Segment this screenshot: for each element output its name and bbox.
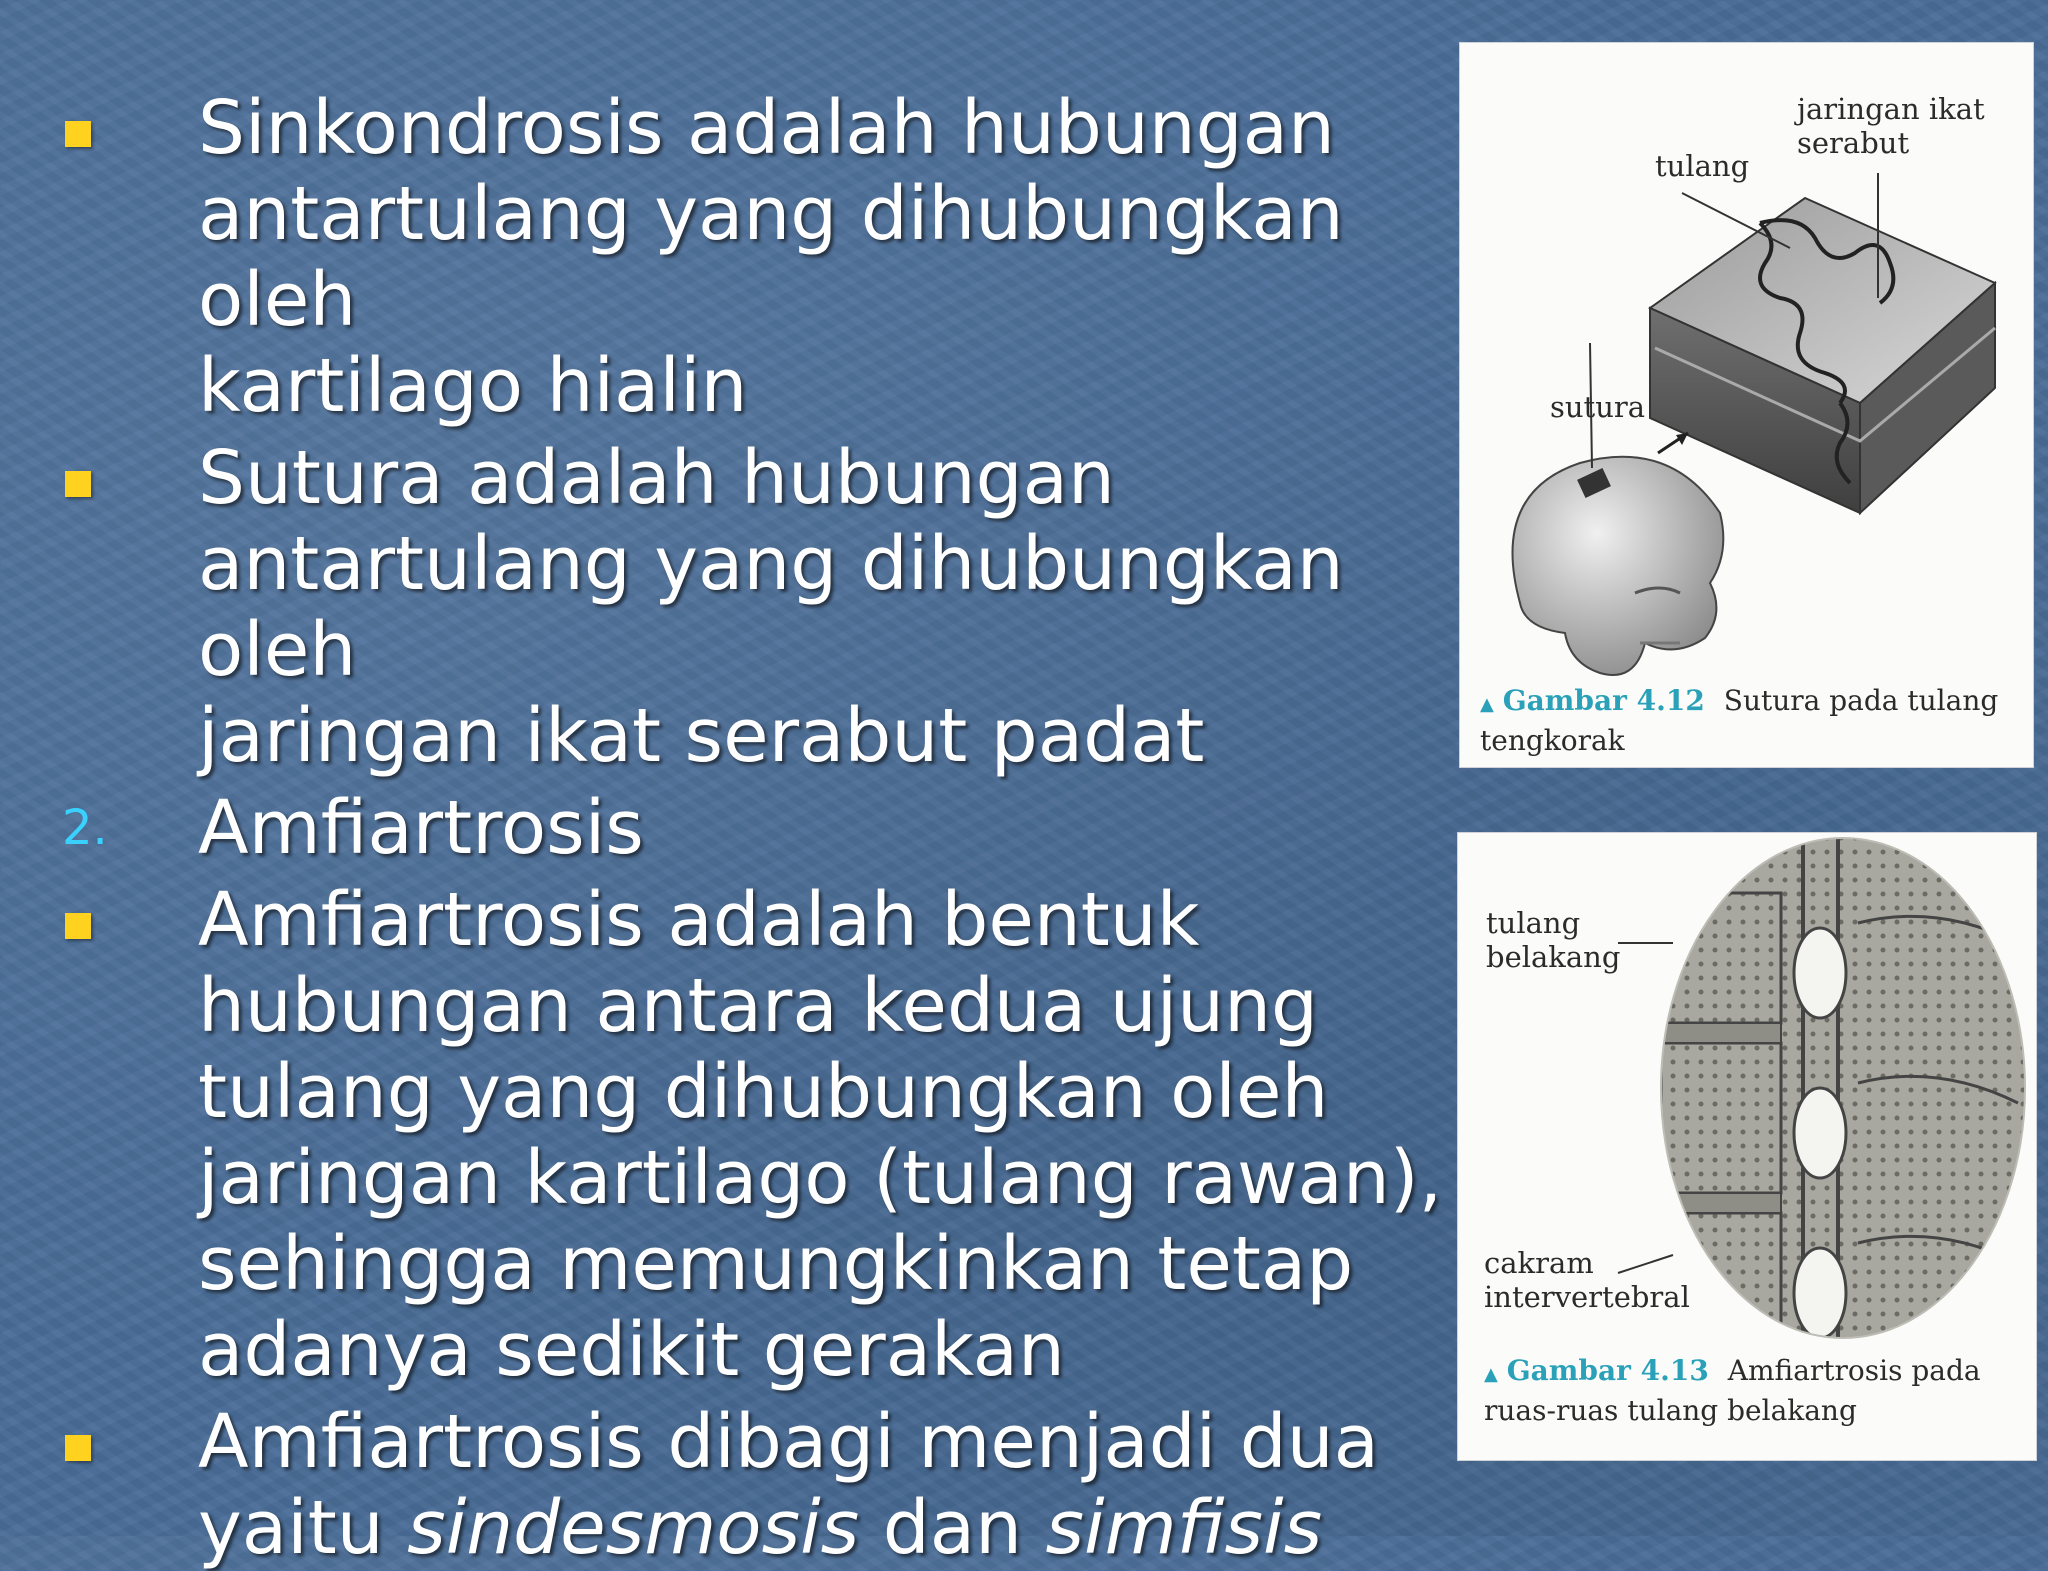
- label-sutura: sutura: [1550, 390, 1646, 424]
- label-serabut: serabut: [1797, 126, 1910, 160]
- bullet-item-amfiartrosis-definition: [0, 877, 1460, 1393]
- skull: [1513, 457, 1724, 675]
- figure-sutura: [1459, 42, 2034, 768]
- text-line: tulang yang dihubungkan oleh: [198, 1049, 1329, 1135]
- vertebrae: [1648, 833, 2028, 1363]
- text-line: hubungan antara kedua ujung: [198, 963, 1318, 1049]
- label-belakang: belakang: [1486, 940, 1621, 974]
- text-line: antartulang yang dihubungkan oleh: [198, 521, 1344, 693]
- text-line: Sinkondrosis adalah hubungan: [198, 85, 1335, 171]
- figure-amfiartrosis: [1457, 832, 2037, 1461]
- text-line: sehingga memungkinkan tetap: [198, 1221, 1354, 1307]
- bullet-item-amfiartrosis-types: [0, 1399, 1460, 1571]
- square-bullet-icon: [65, 913, 91, 939]
- square-bullet-icon: [65, 121, 91, 147]
- term-sindesmosis: sindesmosis: [407, 1485, 860, 1571]
- term-simfisis: simfisis: [1045, 1485, 1323, 1571]
- text-line: Amfiartrosis dibagi menjadi dua: [198, 1399, 1379, 1485]
- text-line: antartulang yang dihubungkan oleh: [198, 171, 1344, 343]
- figure-caption: ▲ Gambar 4.13 Amfiartrosis pada ruas-ruas tulang belakang: [1484, 1354, 1981, 1427]
- triangle-icon: ▲: [1484, 1364, 1498, 1385]
- numbered-item-amfiartrosis: [0, 785, 1460, 871]
- square-bullet-icon: [65, 471, 91, 497]
- bullet-item-sutura: [0, 435, 1460, 779]
- slide-body: [0, 85, 1460, 1571]
- text-line: jaringan ikat serabut padat: [198, 693, 1205, 779]
- triangle-icon: ▲: [1480, 694, 1494, 715]
- label-tulang: tulang: [1655, 149, 1750, 183]
- label-intervertebral: intervertebral: [1484, 1280, 1690, 1314]
- bullet-item-sinkondrosis: [0, 85, 1460, 429]
- text-line: jaringan kartilago (tulang rawan),: [198, 1135, 1443, 1221]
- square-bullet-icon: [65, 1435, 91, 1461]
- text-line: yaitu sindesmosis dan simfisis: [198, 1485, 1323, 1571]
- label-cakram: cakram: [1484, 1246, 1594, 1280]
- text-line: Sutura adalah hubungan: [198, 435, 1115, 521]
- text-line: kartilago hialin: [198, 343, 748, 429]
- text-line: adanya sedikit gerakan: [198, 1307, 1065, 1393]
- label-tulang: tulang: [1486, 906, 1581, 940]
- list-number: 2.: [62, 800, 108, 856]
- label-jaringan-ikat: jaringan ikat: [1797, 92, 1985, 126]
- figure-caption: ▲ Gambar 4.12 Sutura pada tulang tengkorak: [1480, 684, 1999, 757]
- text-line: Amfiartrosis: [198, 785, 644, 871]
- bone-slab: [1650, 198, 1995, 513]
- text-line: Amfiartrosis adalah bentuk: [198, 877, 1200, 963]
